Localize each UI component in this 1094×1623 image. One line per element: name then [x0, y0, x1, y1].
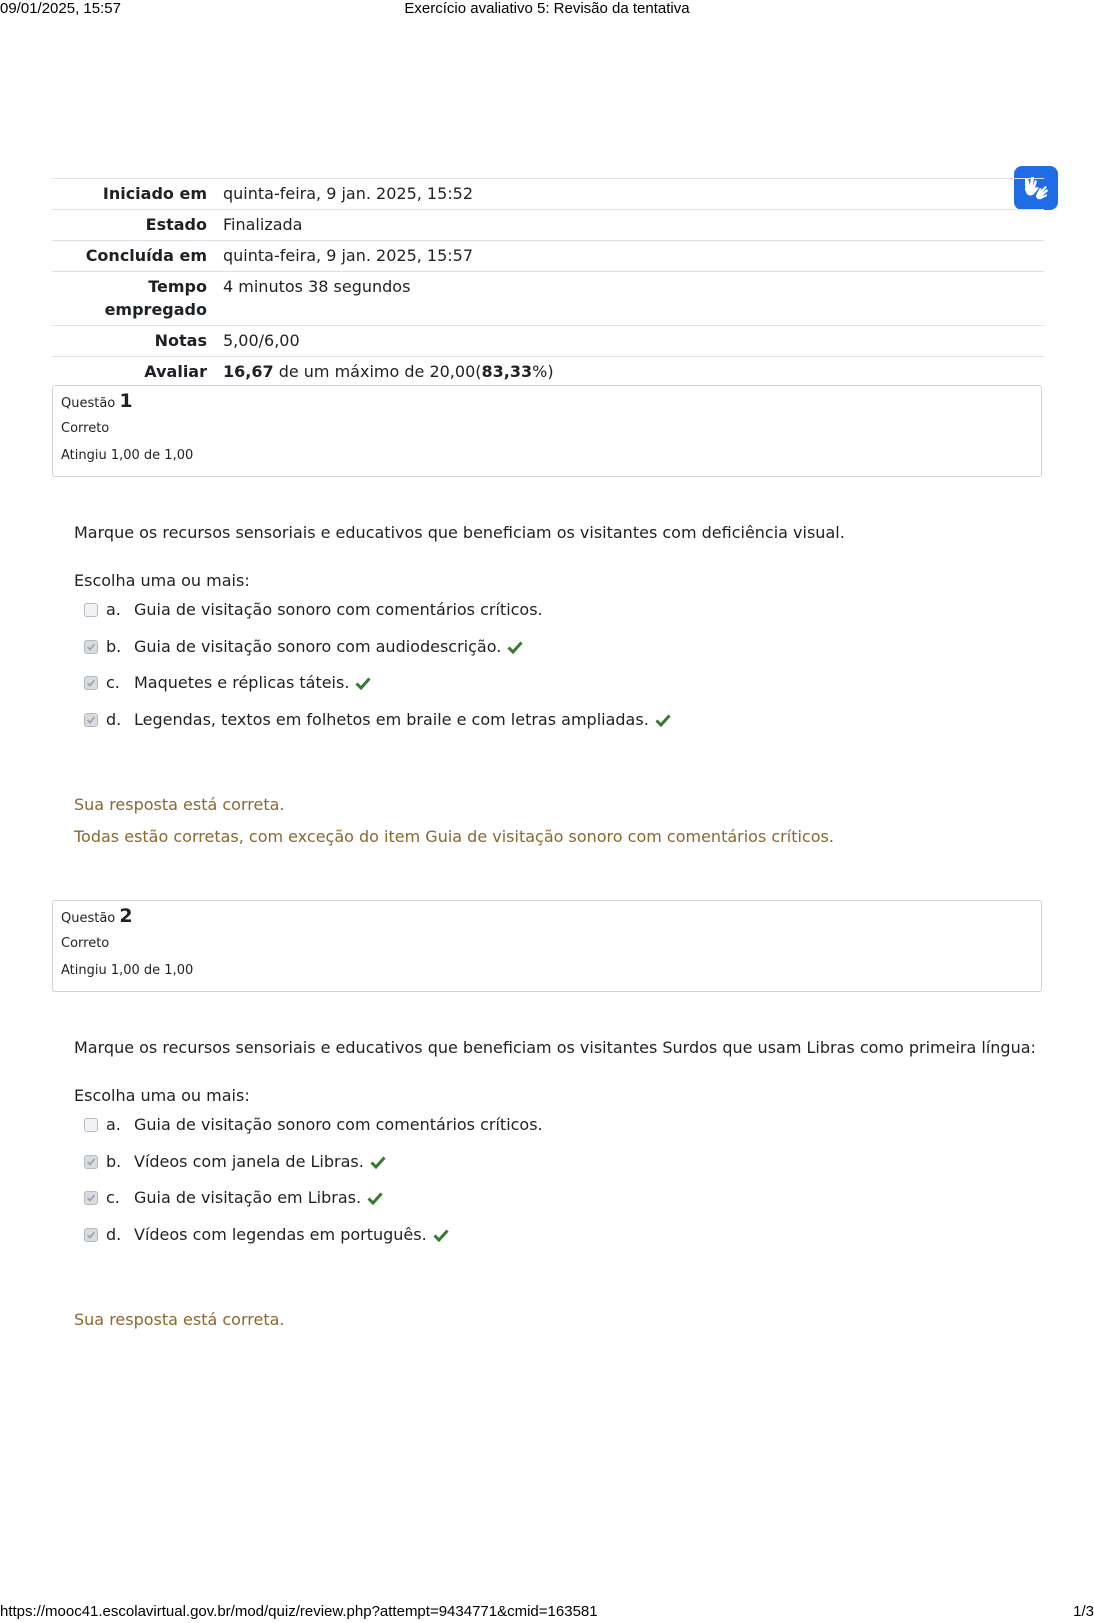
summary-row-time [52, 272, 1044, 326]
question-grade: Atingiu 1,00 de 1,00 [61, 963, 194, 978]
question-1-answers [74, 600, 1034, 746]
question-1-prompt: Escolha uma ou mais: [74, 571, 250, 590]
checkmark-icon [86, 1157, 96, 1167]
state-value: Finalizada [223, 215, 303, 234]
started-value: quinta-feira, 9 jan. 2025, 15:52 [223, 184, 474, 203]
answer-checkbox[interactable] [84, 713, 98, 727]
summary-row-completed [52, 241, 1044, 272]
answer-checkbox[interactable] [84, 603, 98, 617]
question-number-value: 2 [119, 905, 133, 927]
print-header [0, 0, 1094, 20]
question-2-info [52, 900, 1042, 992]
answer-label [134, 710, 671, 730]
answer-checkbox[interactable] [84, 1191, 98, 1205]
answer-letter: a. [106, 600, 121, 619]
question-number [61, 907, 1033, 928]
answer-option-d[interactable] [74, 710, 1034, 747]
grade-label: Avaliar [144, 362, 207, 381]
summary-row-state [52, 210, 1044, 241]
print-url: https://mooc41.escolavirtual.gov.br/mod/quiz/review.php?attempt=9434771&cmid=163581 [0, 1603, 598, 1620]
completed-value: quinta-feira, 9 jan. 2025, 15:57 [223, 246, 474, 265]
attempt-summary-table [52, 178, 1044, 387]
answer-label [134, 600, 543, 620]
grade-value [215, 357, 1044, 388]
print-title: Exercício avaliativo 5: Revisão da tentativa [404, 0, 690, 17]
marks-label: Notas [154, 331, 207, 350]
answer-option-b[interactable] [74, 637, 1034, 674]
state-label: Estado [145, 215, 207, 234]
completed-label: Concluída em [85, 246, 207, 265]
time-value: 4 minutos 38 segundos [223, 277, 411, 296]
question-2-answers [74, 1115, 1034, 1261]
correct-check-icon [355, 676, 371, 690]
answer-label-text: Vídeos com janela de Libras. [134, 1151, 364, 1171]
question-2-text: Marque os recursos sensoriais e educativos que beneficiam os visitantes Surdos que usam Libras como primeira língua: [74, 1038, 1036, 1057]
answer-option-b[interactable] [74, 1152, 1034, 1189]
question-label: Questão [61, 911, 116, 926]
answer-label-text: Vídeos com legendas em português. [134, 1224, 427, 1244]
correct-check-icon [655, 713, 671, 727]
answer-label [134, 1115, 543, 1135]
question-2-prompt: Escolha uma ou mais: [74, 1086, 250, 1105]
answer-letter: d. [106, 1224, 122, 1244]
summary-row-marks [52, 326, 1044, 357]
answer-option-c[interactable] [74, 1188, 1034, 1225]
answer-letter: b. [106, 1151, 122, 1171]
grade-percent: 83,33 [481, 362, 533, 381]
correct-check-icon [370, 1155, 386, 1169]
answer-label-text: Guia de visitação sonoro com comentários críticos. [134, 600, 543, 619]
answer-letter: d. [106, 709, 122, 729]
question-state: Correto [61, 421, 110, 436]
question-1-feedback: Sua resposta está correta. [74, 795, 285, 814]
question-number-value: 1 [119, 390, 133, 412]
answer-letter: c. [106, 673, 120, 693]
checkmark-icon [86, 678, 96, 688]
answer-checkbox[interactable] [84, 640, 98, 654]
answer-option-a[interactable] [74, 1115, 1034, 1152]
answer-label-text: Guia de visitação sonoro com audiodescrição. [134, 636, 502, 656]
checkmark-icon [86, 1230, 96, 1240]
correct-check-icon [367, 1191, 383, 1205]
checkmark-icon [86, 1193, 96, 1203]
started-label: Iniciado em [102, 184, 207, 203]
checkmark-icon [86, 642, 96, 652]
answer-label-text: Legendas, textos em folhetos em braile e com letras ampliadas. [134, 709, 649, 729]
answer-option-c[interactable] [74, 673, 1034, 710]
time-label-line1: Tempo [148, 277, 207, 296]
correct-check-icon [433, 1228, 449, 1242]
answer-checkbox[interactable] [84, 1118, 98, 1132]
answer-label-text: Guia de visitação sonoro com comentários críticos. [134, 1115, 543, 1134]
question-1-text: Marque os recursos sensoriais e educativos que beneficiam os visitantes com deficiência visual. [74, 523, 845, 542]
answer-checkbox[interactable] [84, 1228, 98, 1242]
time-label [52, 272, 215, 326]
question-label: Questão [61, 396, 116, 411]
answer-label [134, 673, 371, 693]
print-date: 09/01/2025, 15:57 [0, 0, 121, 17]
answer-checkbox[interactable] [84, 676, 98, 690]
question-state: Correto [61, 936, 110, 951]
correct-check-icon [507, 640, 523, 654]
answer-letter: a. [106, 1115, 121, 1134]
question-1-general-feedback: Todas estão corretas, com exceção do item Guia de visitação sonoro com comentários críticos. [74, 827, 834, 846]
print-page-number: 1/3 [1073, 1603, 1094, 1620]
print-footer [0, 1603, 1094, 1623]
grade-score: 16,67 [223, 362, 274, 381]
answer-letter: c. [106, 1188, 120, 1208]
answer-label [134, 1188, 383, 1208]
answer-label-text: Maquetes e réplicas táteis. [134, 673, 350, 693]
answer-label [134, 1152, 386, 1172]
grade-end: %) [532, 362, 554, 381]
question-grade: Atingiu 1,00 de 1,00 [61, 448, 194, 463]
answer-checkbox[interactable] [84, 1155, 98, 1169]
question-1-info [52, 385, 1042, 477]
answer-label [134, 1225, 449, 1245]
time-label-line2: empregado [104, 300, 207, 319]
question-number [61, 392, 1033, 413]
marks-value: 5,00/6,00 [223, 331, 300, 350]
answer-label [134, 637, 523, 657]
answer-letter: b. [106, 636, 122, 656]
grade-middle: de um máximo de 20,00( [273, 362, 482, 381]
answer-option-a[interactable] [74, 600, 1034, 637]
answer-option-d[interactable] [74, 1225, 1034, 1262]
summary-row-started [52, 179, 1044, 210]
answer-label-text: Guia de visitação em Libras. [134, 1188, 362, 1208]
checkmark-icon [86, 715, 96, 725]
summary-row-grade [52, 357, 1044, 388]
question-2-feedback: Sua resposta está correta. [74, 1310, 285, 1329]
